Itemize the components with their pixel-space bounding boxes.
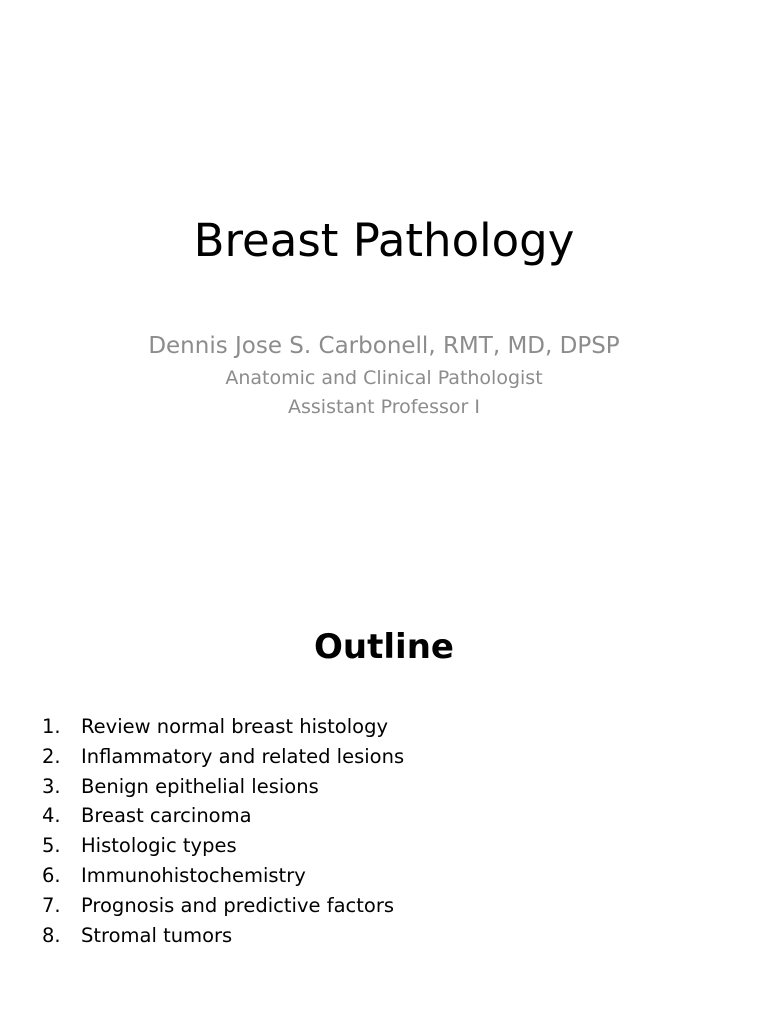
slide-title: Breast Pathology xyxy=(193,214,575,267)
outline-item xyxy=(42,742,404,772)
outline-item-text: Histologic types xyxy=(81,834,237,858)
outline-item-text: Inflammatory and related lesions xyxy=(81,744,405,768)
outline-slide xyxy=(0,512,768,1024)
outline-item-number: 6. xyxy=(42,863,61,887)
outline-item-text: Benign epithelial lesions xyxy=(81,774,319,798)
outline-item xyxy=(42,861,404,891)
outline-item-text: Stromal tumors xyxy=(81,923,233,947)
outline-item-text: Breast carcinoma xyxy=(81,804,252,828)
outline-item-number: 5. xyxy=(42,834,61,858)
outline-item xyxy=(42,712,404,742)
outline-item xyxy=(42,772,404,802)
outline-item-number: 2. xyxy=(42,744,61,768)
outline-list xyxy=(42,712,404,950)
author-position: Assistant Professor I xyxy=(288,396,480,418)
outline-item-text: Review normal breast histology xyxy=(81,715,388,738)
outline-item-text: Prognosis and predictive factors xyxy=(81,893,394,917)
outline-item-number: 8. xyxy=(42,923,61,947)
outline-item xyxy=(42,801,404,831)
outline-item-number: 1. xyxy=(42,715,61,738)
author-role: Anatomic and Clinical Pathologist xyxy=(225,367,543,389)
outline-item-text: Immunohistochemistry xyxy=(81,863,306,887)
outline-heading: Outline xyxy=(314,627,454,667)
outline-item xyxy=(42,831,404,861)
outline-item-number: 7. xyxy=(42,893,61,917)
outline-item xyxy=(42,921,404,951)
author-name: Dennis Jose S. Carbonell, RMT, MD, DPSP xyxy=(148,333,620,359)
outline-item xyxy=(42,891,404,921)
outline-item-number: 4. xyxy=(42,804,61,828)
outline-item-number: 3. xyxy=(42,774,61,798)
